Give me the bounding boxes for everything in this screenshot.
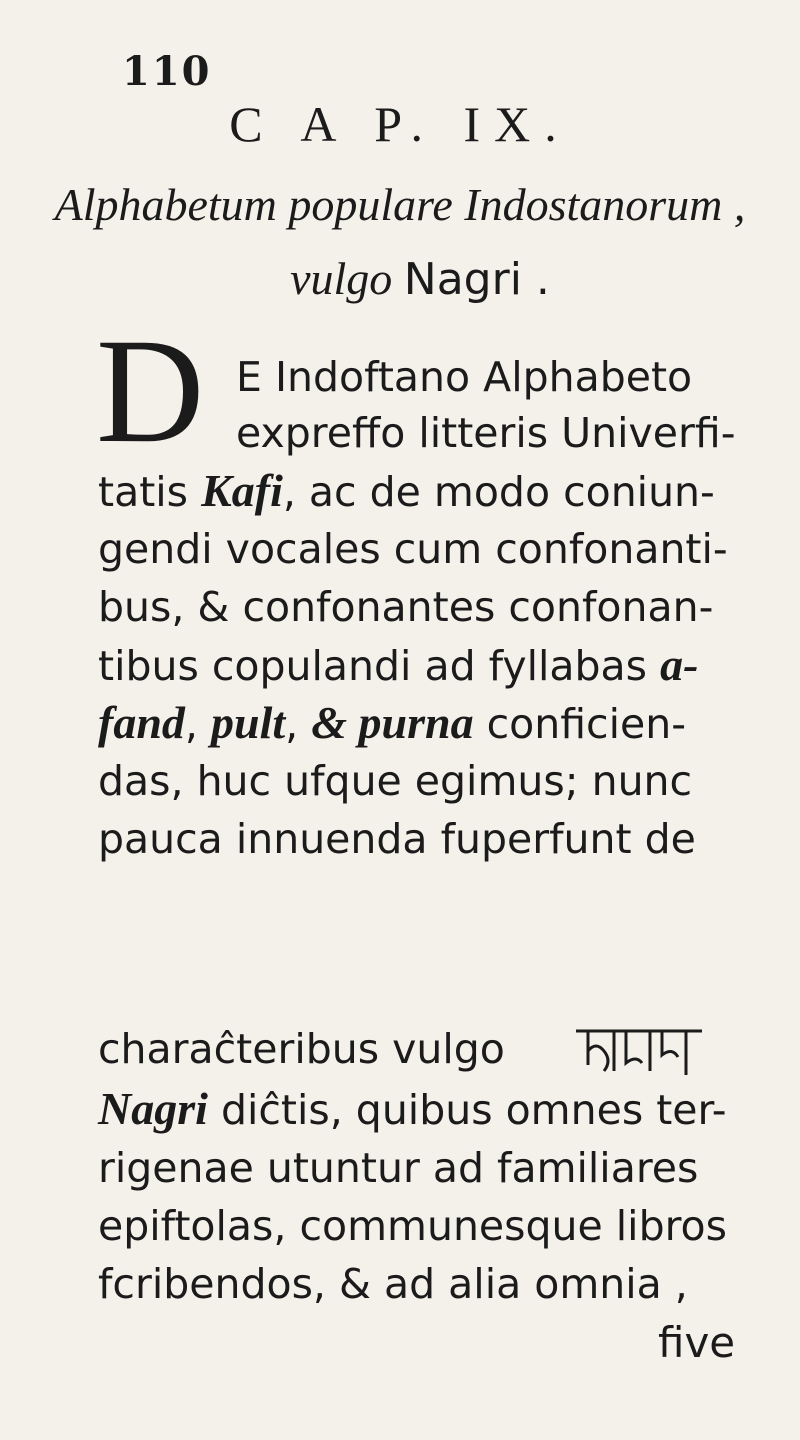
text-line-13: epiftolas, communesque libros <box>98 1202 727 1250</box>
text-line-1: E Indoftano Alphabeto <box>236 353 693 401</box>
text-fragment: , <box>285 700 312 748</box>
text-line-4: gendi vocales cum confonanti- <box>98 525 728 573</box>
text-line-12: rigenae utuntur ad familiares <box>98 1144 699 1192</box>
text-line-6 <box>98 640 698 691</box>
italic-word-pult: pult <box>210 697 286 748</box>
text-line-14: fcribendos, & ad alia omnia , <box>98 1260 688 1308</box>
text-fragment: , ac de modo coniun- <box>282 468 715 516</box>
text-fragment: tibus copulandi ad fyllabas <box>98 642 648 690</box>
text-fragment: tatis <box>98 468 189 516</box>
italic-word-nagri: Nagri <box>98 1083 208 1134</box>
drop-capital: D <box>96 308 205 474</box>
italic-fragment: a- <box>660 639 699 690</box>
text-line-3 <box>98 466 715 517</box>
chapter-title-line-1: Alphabetum populare Indostanorum , <box>54 179 746 230</box>
page-number: 110 <box>122 48 212 95</box>
title-italic-word: vulgo <box>290 253 393 304</box>
italic-word-fand: fand <box>98 697 185 748</box>
title-upright-word: Nagri . <box>403 254 550 305</box>
text-line-7 <box>98 698 686 749</box>
chapter-heading: C A P. IX. <box>229 96 571 152</box>
italic-ampersand: & <box>311 697 347 748</box>
text-line-10: charaĉteribus vulgo <box>98 1025 505 1073</box>
chapter-title-line-2 <box>20 252 800 305</box>
nagri-word-glyph <box>574 1025 704 1080</box>
text-line-11 <box>98 1084 727 1135</box>
text-fragment: conficien- <box>473 700 686 748</box>
text-line-9: pauca innuenda fuperfunt de <box>98 815 696 863</box>
text-fragment: diĉtis, quibus omnes ter- <box>207 1086 727 1134</box>
text-fragment: , <box>184 700 211 748</box>
italic-word-purna: purna <box>347 697 474 748</box>
text-line-2: expreffo litteris Univerfi- <box>236 409 736 457</box>
italic-word-kafi: Kafi <box>201 465 283 516</box>
text-line-8: das, huc ufque egimus; nunc <box>98 757 693 805</box>
catchword: five <box>658 1318 736 1367</box>
text-line-5: bus, & confonantes confonan- <box>98 583 714 631</box>
